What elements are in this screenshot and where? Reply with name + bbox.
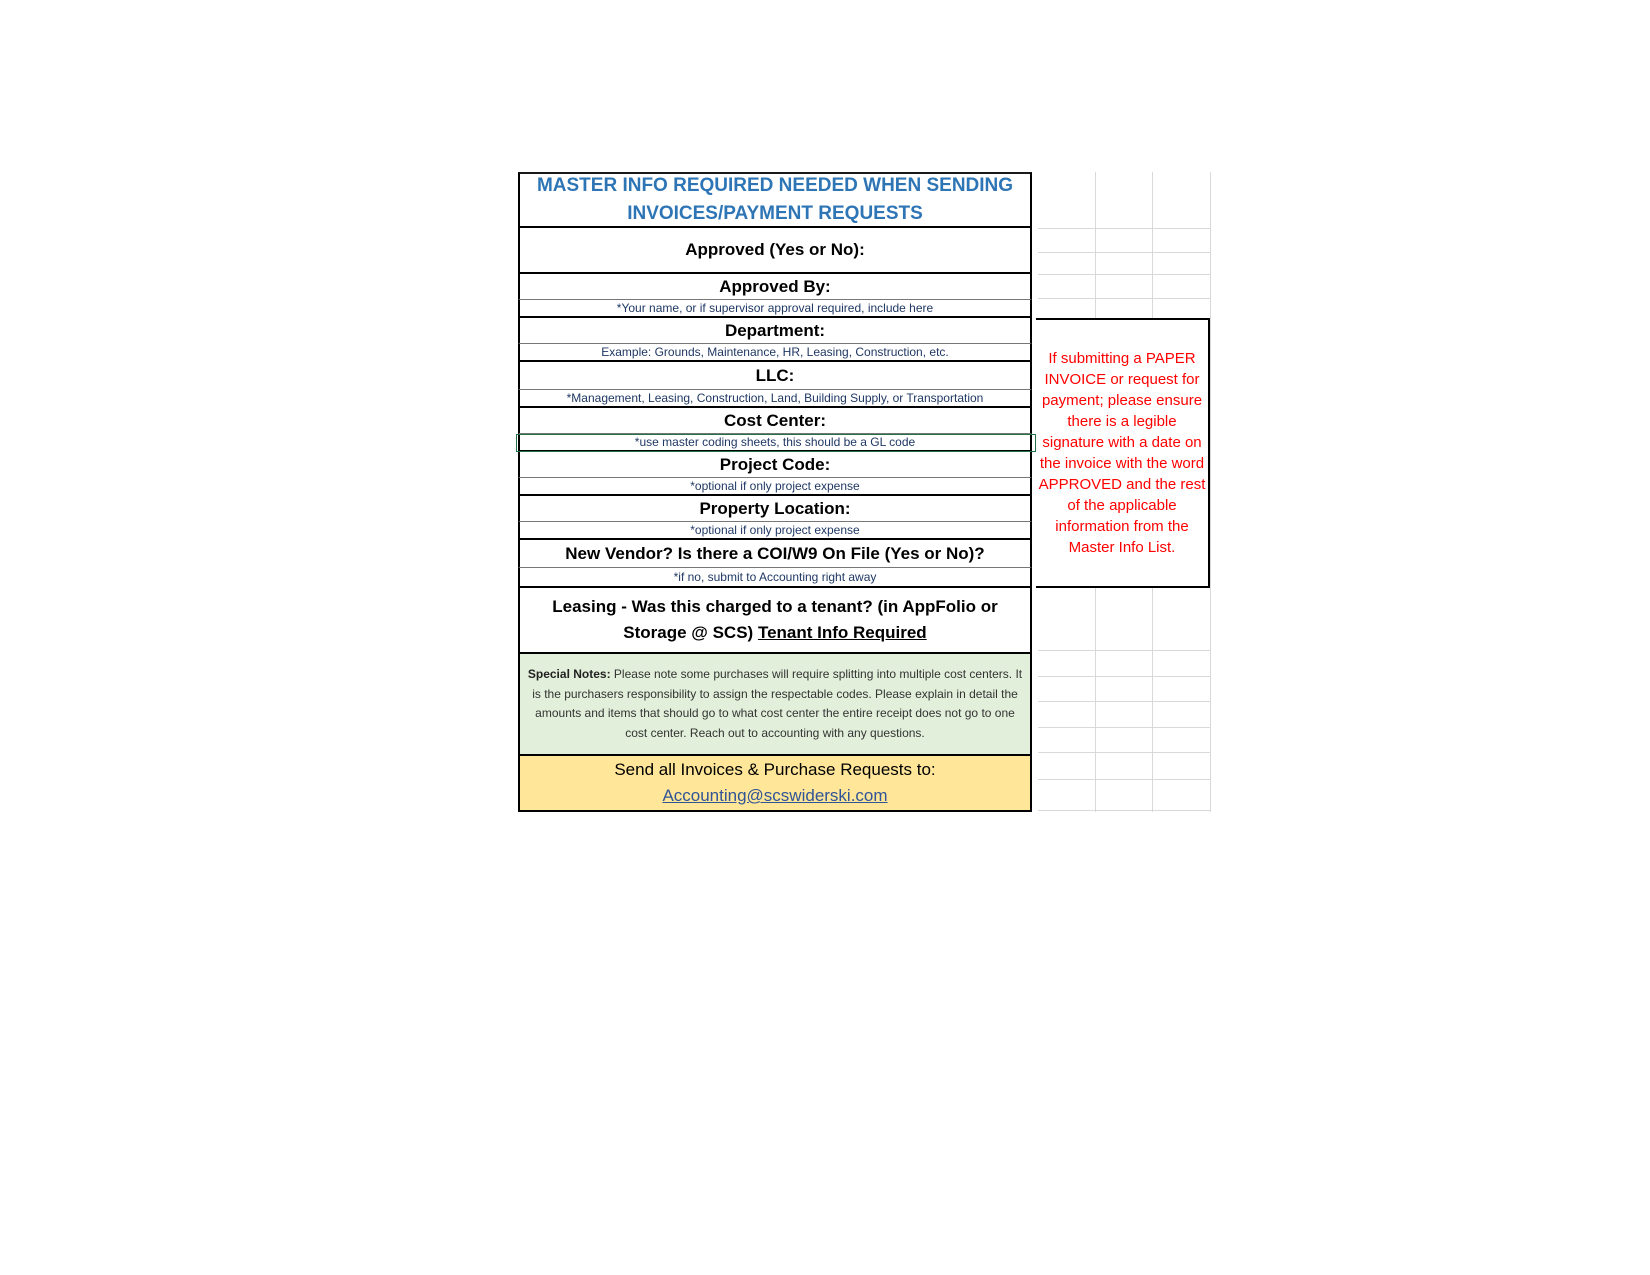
llc-hint[interactable]: *Management, Leasing, Construction, Land, Building Supply, or Transportation	[518, 390, 1032, 408]
approved-by-hint[interactable]: *Your name, or if supervisor approval required, include here	[518, 300, 1032, 318]
grid-line	[1038, 779, 1210, 780]
send-to-text: Send all Invoices & Purchase Requests to:	[614, 760, 936, 779]
project-code-hint[interactable]: *optional if only project expense	[518, 478, 1032, 496]
grid-line	[1038, 701, 1210, 702]
paper-invoice-note[interactable]: If submitting a PAPER INVOICE or request for payment; please ensure there is a legible signature with a date on the invoice with the word APPROVED and the rest of the applicable information from the Master Info List.	[1036, 318, 1210, 588]
grid-line	[1038, 752, 1210, 753]
grid-line	[1038, 252, 1210, 253]
llc-label[interactable]: LLC:	[518, 362, 1032, 390]
property-location-hint[interactable]: *optional if only project expense	[518, 522, 1032, 540]
tenant-info-link: Tenant Info Required	[757, 623, 927, 642]
grid-line	[1038, 810, 1210, 811]
form-title[interactable]: MASTER INFO REQUIRED NEEDED WHEN SENDING INVOICES/PAYMENT REQUESTS	[518, 172, 1032, 228]
department-hint[interactable]: Example: Grounds, Maintenance, HR, Leasing, Construction, etc.	[518, 344, 1032, 362]
leasing-field[interactable]	[518, 588, 1032, 654]
grid-line	[1038, 650, 1210, 651]
leasing-text: Leasing - Was this charged to a tenant? (in AppFolio or Storage @ SCS) Tenant Info Required	[552, 597, 998, 642]
special-notes[interactable]	[518, 654, 1032, 756]
approved-field[interactable]: Approved (Yes or No):	[518, 228, 1032, 274]
cost-center-label[interactable]: Cost Center:	[518, 408, 1032, 434]
new-vendor-label[interactable]: New Vendor? Is there a COI/W9 On File (Yes or No)?	[518, 540, 1032, 568]
new-vendor-hint[interactable]: *if no, submit to Accounting right away	[518, 568, 1032, 588]
project-code-label[interactable]: Project Code:	[518, 452, 1032, 478]
grid-line	[1038, 298, 1210, 299]
send-to-cell[interactable]	[518, 756, 1032, 812]
grid-line	[1038, 727, 1210, 728]
grid-line	[1038, 676, 1210, 677]
special-notes-label: Special Notes:	[527, 667, 611, 681]
special-notes-text: Special Notes: Please note some purchases will require splitting into multiple cost centers. It is the purchasers responsibility to assign the respectable codes. Please explain in detail the amounts and items that should go to what cost center the entire receipt does not go to one cost center. Reach out to accounting with any questions.	[527, 667, 1023, 740]
department-label[interactable]: Department:	[518, 318, 1032, 344]
property-location-label[interactable]: Property Location:	[518, 496, 1032, 522]
grid-line	[1210, 172, 1211, 812]
spreadsheet-sheet	[518, 172, 1210, 812]
cost-center-hint[interactable]: *use master coding sheets, this should be a GL code	[518, 434, 1032, 452]
grid-line	[1038, 274, 1210, 275]
active-cell-selection	[516, 434, 1036, 452]
approved-by-label[interactable]: Approved By:	[518, 274, 1032, 300]
accounting-email-link[interactable]: Accounting@scswiderski.com	[662, 786, 888, 805]
grid-line	[1038, 228, 1210, 229]
